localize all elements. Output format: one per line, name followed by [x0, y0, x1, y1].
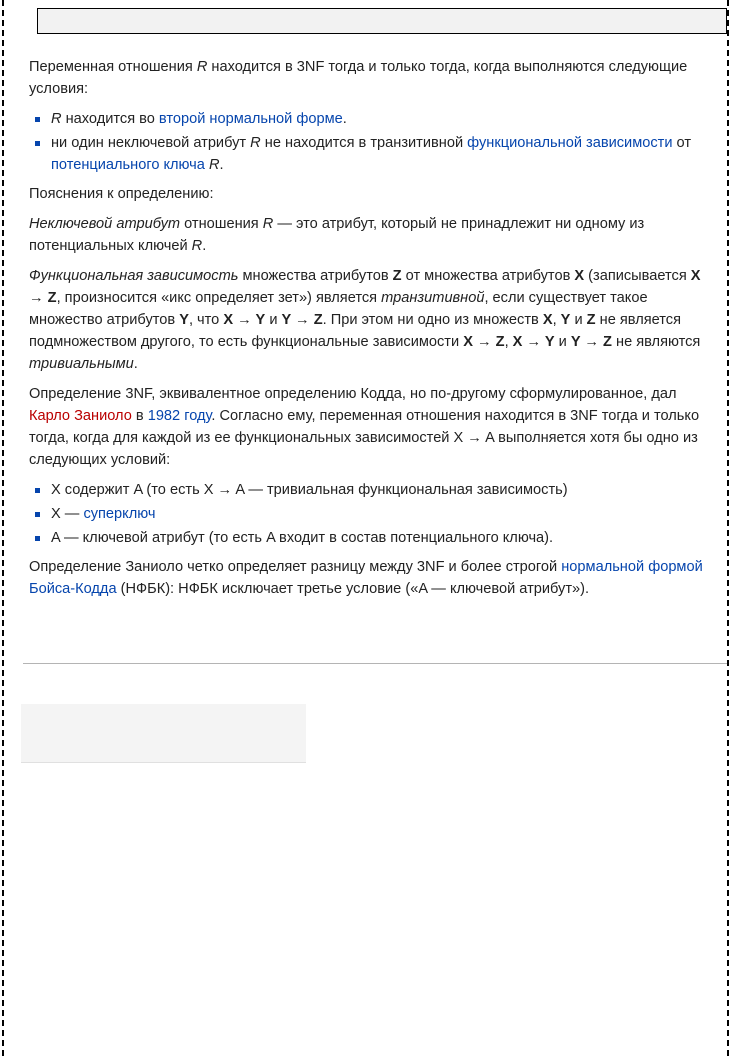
- list-item: X содержит A (то есть X → A — тривиальная функциональная зависимость): [51, 479, 719, 501]
- link-candidate-key[interactable]: потенциального ключа: [51, 157, 205, 173]
- var-r: R: [191, 238, 203, 254]
- link-superkey[interactable]: суперключ: [83, 506, 156, 522]
- var-r: R: [262, 216, 274, 232]
- text: от множества атрибутов: [401, 268, 575, 284]
- list-item: [51, 503, 719, 525]
- text: .: [219, 157, 224, 173]
- paragraph-bcnf: [29, 556, 719, 600]
- link-carlo-zaniolo[interactable]: Карло Заниоло: [29, 408, 132, 424]
- text: не являются: [611, 334, 701, 350]
- text: (записывается: [584, 268, 691, 284]
- var-r: R: [196, 59, 208, 75]
- text: Переменная отношения: [29, 59, 197, 75]
- term: Функциональная зависимость: [29, 268, 239, 284]
- text: отношения: [180, 216, 263, 232]
- list-item: [51, 132, 719, 176]
- text: (НФБК): НФБК исключает третье условие («A — ключевой атрибут»).: [116, 581, 590, 597]
- text: не находится в транзитивной: [260, 135, 468, 151]
- text: Определение Заниоло четко определяет разницу между 3NF и более строгой: [29, 559, 562, 575]
- var-r: R: [208, 157, 220, 173]
- var: X: [542, 312, 553, 328]
- paragraph-non-key-attribute: [29, 213, 719, 257]
- link-functional-dependency[interactable]: функциональной зависимости: [467, 135, 673, 151]
- text: — это атрибут, который не принадлежит ни одному из потенциальных ключей: [29, 216, 645, 254]
- link-bcnf[interactable]: нормальной формой Бойса-Кодда: [29, 559, 703, 597]
- text: и: [265, 312, 282, 328]
- text: не является подмножеством другого, то есть функциональные зависимости: [29, 312, 681, 350]
- text: X —: [51, 506, 84, 522]
- dependency: X → Y: [512, 334, 555, 350]
- dependency: X → Z: [29, 268, 701, 306]
- var: Y: [179, 312, 189, 328]
- header-box: [37, 8, 727, 34]
- var-r: R: [250, 135, 261, 151]
- text: Определение 3NF, эквивалентное определению Кодда, но по-другому сформулированное, дал: [29, 386, 677, 402]
- text: , если существует такое множество атрибутов: [29, 290, 648, 328]
- dependency: X → Y: [223, 312, 266, 328]
- divider: [23, 663, 727, 664]
- text: ,: [552, 312, 561, 328]
- text: и: [554, 334, 571, 350]
- dependency: Y → Z: [281, 312, 323, 328]
- text: , произносится «икс определяет зет») является: [56, 290, 382, 306]
- text: . Согласно ему, переменная отношения находится в 3NF тогда и только тогда, когда для каждой из ее функциональных зависимостей X → A выполняется хотя бы одно из следующих условий:: [29, 408, 700, 468]
- text: .: [342, 111, 347, 127]
- footer-box: [21, 704, 306, 763]
- term: тривиальными: [29, 356, 134, 372]
- paragraph-definition: [29, 56, 719, 100]
- var: Z: [392, 268, 402, 284]
- text: находится во: [61, 111, 159, 127]
- text: и: [570, 312, 587, 328]
- term: Неключевой атрибут: [29, 216, 181, 232]
- text: в: [131, 408, 148, 424]
- text: находится в 3NF тогда и только тогда, когда выполняются следующие условия:: [29, 59, 688, 97]
- zaniolo-conditions-list: [29, 479, 719, 549]
- list-item: [51, 108, 719, 130]
- text: ,: [504, 334, 513, 350]
- var-r: R: [51, 111, 62, 127]
- conditions-list: [29, 108, 719, 176]
- text: множества атрибутов: [238, 268, 393, 284]
- dependency: Y → Z: [570, 334, 612, 350]
- article-content: [29, 56, 719, 608]
- var: X: [574, 268, 585, 284]
- paragraph-zaniolo-definition: [29, 383, 719, 471]
- link-second-normal-form[interactable]: второй нормальной форме: [158, 111, 343, 127]
- text: . При этом ни одно из множеств: [322, 312, 543, 328]
- link-1982[interactable]: 1982 году: [147, 408, 212, 424]
- term: транзитивной: [381, 290, 485, 306]
- dependency: X → Z: [463, 334, 505, 350]
- list-item: A — ключевой атрибут (то есть A входит в состав потенциального ключа).: [51, 527, 719, 549]
- text: от: [672, 135, 692, 151]
- text: , что: [188, 312, 224, 328]
- paragraph-functional-dependency: [29, 265, 719, 375]
- var: Z: [586, 312, 596, 328]
- text: ни один неключевой атрибут: [51, 135, 251, 151]
- text: .: [133, 356, 138, 372]
- paragraph-explanation-heading: Пояснения к определению:: [29, 186, 214, 202]
- text: .: [202, 238, 207, 254]
- var: Y: [560, 312, 571, 328]
